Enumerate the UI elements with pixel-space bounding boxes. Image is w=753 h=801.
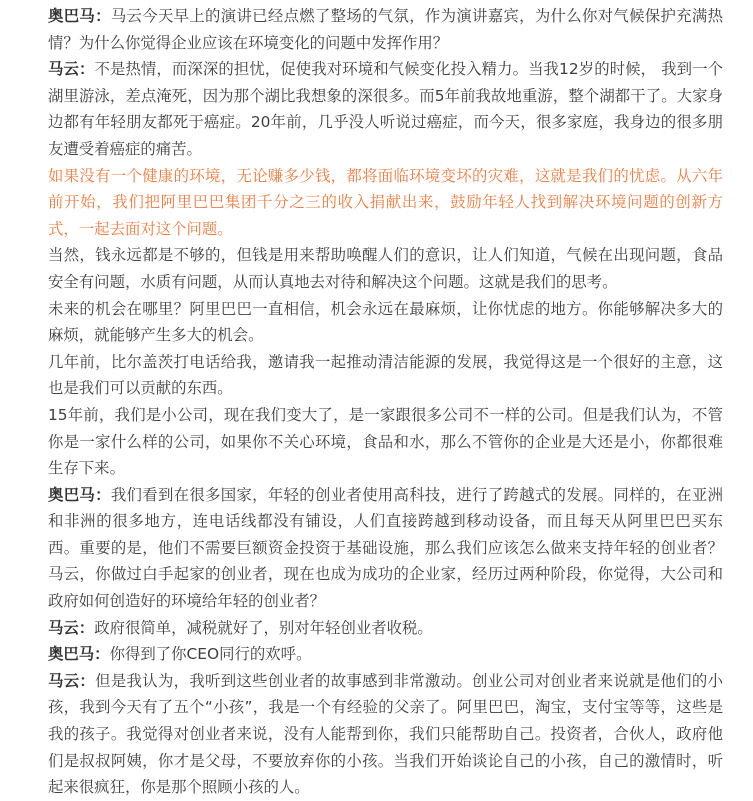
paragraph-10 [48, 641, 723, 668]
paragraph-3-highlight [48, 163, 723, 243]
paragraph-7 [48, 402, 723, 482]
paragraph-text: 政府很简单，减税就好了，别对年轻创业者收税。 [94, 618, 433, 637]
speaker-label: 奥巴马： [48, 7, 111, 25]
paragraph-9 [48, 615, 723, 642]
paragraph-text: 但是我认为，我听到这些创业者的故事感到非常激动。创业公司对创业者来说就是他们的小孩，我到今天有了五个“小孩”，我是一个有经验的父亲了。阿里巴巴，淘宝，支付宝等等，这些是我的孩子。我觉得对创业者来说，没有人能帮到你，我们只能帮助自己。投资者，合伙人，政府他们是叔叔阿姨，你才是父母，不要放弃你的小孩。当我们开始谈论自己的小孩，自己的激情时，听起来很疯狂，你是那个照顾小孩的人。 [48, 671, 723, 797]
speaker-label: 马云： [48, 618, 95, 637]
paragraph-4 [48, 242, 723, 295]
paragraph-text: 15年前，我们是小公司，现在我们变大了，是一家跟很多公司不一样的公司。但是我们认为，不管你是一家什么样的公司，如果你不关心环境，食品和水，那么不管你的企业是大还是小，你都很难生存下来。 [48, 405, 723, 478]
paragraph-1 [48, 3, 723, 56]
paragraph-text: 你得到了你CEO同行的欢呼。 [109, 645, 312, 664]
paragraph-2 [48, 56, 723, 162]
paragraph-text: 当然，钱永远都是不够的，但钱是用来帮助唤醒人们的意识，让人们知道，气候在出现问题，食品安全有问题，水质有问题，从而认真地去对待和解决这个问题。这就是我们的思考。 [48, 246, 723, 291]
paragraph-text: 如果没有一个健康的环境，无论赚多少钱，都将面临环境变坏的灾难，这就是我们的忧虑。从六年前开始，我们把阿里巴巴集团千分之三的收入捐献出来，鼓励年轻人找到解决环境问题的创新方式，一起去面对这个问题。 [48, 166, 723, 238]
speaker-label: 马云： [48, 671, 96, 690]
paragraph-text: 马云今天早上的演讲已经点燃了整场的气氛，作为演讲嘉宾，为什么你对气候保护充满热情？为什么你觉得企业应该在环境变化的问题中发挥作用？ [48, 7, 723, 52]
paragraph-text: 我们看到在很多国家，年轻的创业者使用高科技，进行了跨越式的发展。同样的，在亚洲和非洲的很多地方，连电话线都没有铺设，人们直接跨越到移动设备，而且每天从阿里巴巴买东西。重要的是，他们不需要巨额资金投资于基础设施，那么我们应该怎么做来支持年轻的创业者？马云，你做过白手起家的创业者，现在也成为成功的企业家，经历过两种阶段，你觉得，大公司和政府如何创造好的环境给年轻的创业者？ [48, 485, 723, 611]
speaker-label: 马云： [48, 60, 95, 79]
paragraph-5 [48, 296, 723, 349]
paragraph-text: 不是热情，而深深的担忧，促使我对环境和气候变化投入精力。当我12岁的时候， 我到一个湖里游泳，差点淹死，因为那个湖比我想象的深很多。而5年前我故地重游，整个湖都干了。大家身边都有年轻朋友都死于癌症。20年前，几乎没人听说过癌症，而今天，很多家庭，我身边的很多朋友遭受着癌症的痛苦。 [48, 60, 723, 158]
paragraph-text: 未来的机会在哪里？阿里巴巴一直相信，机会永远在最麻烦，让你忧虑的地方。你能够解决多大的麻烦，就能够产生多大的机会。 [48, 299, 723, 345]
paragraph-8 [48, 482, 723, 615]
paragraph-11 [48, 668, 723, 801]
paragraph-6 [48, 349, 723, 402]
speaker-label: 奥巴马： [48, 485, 111, 504]
paragraph-text: 几年前，比尔盖茨打电话给我，邀请我一起推动清洁能源的发展，我觉得这是一个很好的主意，这也是我们可以贡献的东西。 [48, 352, 723, 398]
speaker-label: 奥巴马： [48, 645, 110, 664]
